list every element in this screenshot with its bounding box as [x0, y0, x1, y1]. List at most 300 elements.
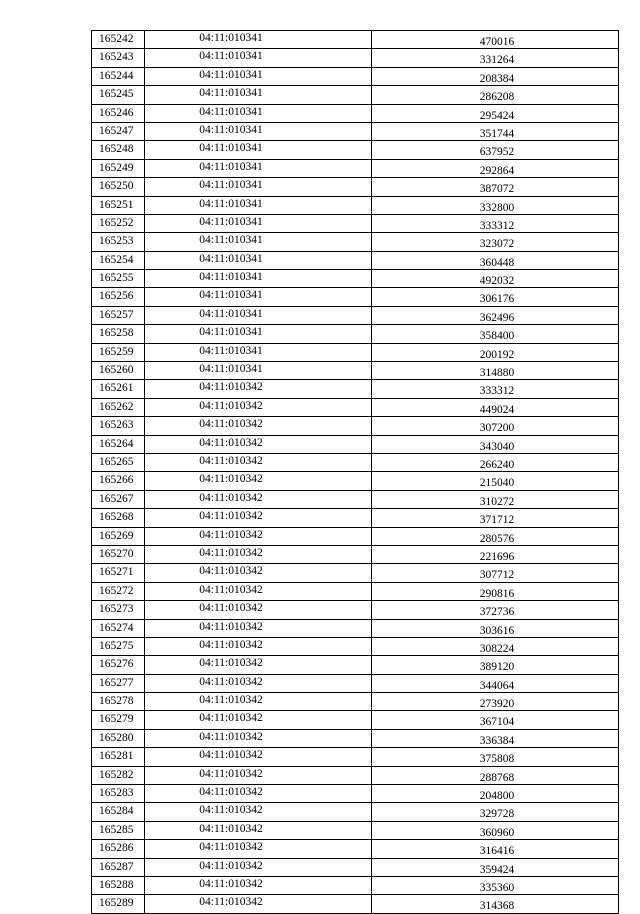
row-value-text: 351744 — [479, 127, 515, 140]
row-value-cell — [372, 251, 619, 269]
row-id-text: 165271 — [99, 566, 134, 579]
row-value-cell — [372, 380, 619, 398]
table-row — [92, 288, 619, 306]
row-value-text: 333312 — [479, 385, 515, 398]
row-id-cell — [92, 490, 145, 508]
row-value-text: 303616 — [479, 624, 515, 637]
row-id-text: 165281 — [99, 750, 134, 763]
table-row — [92, 214, 619, 232]
row-time-cell — [145, 509, 372, 527]
row-time-text: 04:11:010342 — [199, 418, 263, 431]
row-id-text: 165286 — [99, 842, 134, 855]
row-id-text: 165273 — [99, 603, 134, 616]
table-row — [92, 564, 619, 582]
row-time-text: 04:11:010341 — [199, 197, 263, 210]
table-row — [92, 178, 619, 196]
table-row — [92, 748, 619, 766]
row-time-cell — [145, 895, 372, 913]
row-id-text: 165253 — [99, 235, 134, 248]
row-time-text: 04:11:010342 — [199, 767, 263, 780]
row-id-cell — [92, 104, 145, 122]
row-id-cell — [92, 288, 145, 306]
row-id-text: 165255 — [99, 272, 134, 285]
table-row — [92, 895, 619, 913]
data-table — [91, 30, 619, 914]
table-row — [92, 196, 619, 214]
row-id-cell — [92, 656, 145, 674]
row-id-text: 165257 — [99, 308, 134, 321]
table-row — [92, 417, 619, 435]
row-id-text: 165279 — [99, 713, 134, 726]
row-value-cell — [372, 214, 619, 232]
table-row — [92, 472, 619, 490]
row-value-text: 273920 — [479, 698, 515, 711]
row-time-text: 04:11:010342 — [199, 822, 263, 835]
row-time-cell — [145, 674, 372, 692]
row-time-cell — [145, 490, 372, 508]
row-time-text: 04:11:010342 — [199, 712, 263, 725]
row-time-text: 04:11:010341 — [199, 271, 263, 284]
row-value-cell — [372, 362, 619, 380]
row-id-text: 165284 — [99, 805, 134, 818]
row-id-text: 165276 — [99, 658, 134, 671]
row-value-text: 362496 — [479, 311, 515, 324]
row-id-text: 165263 — [99, 419, 134, 432]
row-time-cell — [145, 748, 372, 766]
row-time-cell — [145, 343, 372, 361]
row-id-cell — [92, 31, 145, 49]
row-value-text: 323072 — [479, 238, 515, 251]
row-time-text: 04:11:010342 — [199, 675, 263, 688]
table-row — [92, 803, 619, 821]
row-time-text: 04:11:010341 — [199, 179, 263, 192]
row-value-cell — [372, 196, 619, 214]
row-value-cell — [372, 564, 619, 582]
row-id-text: 165268 — [99, 511, 134, 524]
row-time-text: 04:11:010342 — [199, 473, 263, 486]
row-value-text: 221696 — [479, 550, 515, 563]
table-row — [92, 141, 619, 159]
row-id-text: 165266 — [99, 474, 134, 487]
row-time-cell — [145, 122, 372, 140]
row-value-text: 637952 — [479, 146, 515, 159]
table-row — [92, 435, 619, 453]
row-value-cell — [372, 86, 619, 104]
row-value-text: 344064 — [479, 679, 515, 692]
table-row — [92, 67, 619, 85]
row-id-cell — [92, 67, 145, 85]
row-value-text: 360448 — [479, 256, 515, 269]
row-id-cell — [92, 472, 145, 490]
row-id-text: 165267 — [99, 492, 134, 505]
row-value-text: 288768 — [479, 771, 515, 784]
row-value-cell — [372, 178, 619, 196]
table-row — [92, 49, 619, 67]
row-value-text: 470016 — [479, 36, 515, 48]
row-value-cell — [372, 490, 619, 508]
table-row — [92, 233, 619, 251]
row-id-text: 165246 — [99, 106, 134, 119]
row-value-cell — [372, 509, 619, 527]
row-value-cell — [372, 288, 619, 306]
row-id-text: 165262 — [99, 400, 134, 413]
row-id-text: 165278 — [99, 695, 134, 708]
row-time-cell — [145, 86, 372, 104]
row-time-cell — [145, 288, 372, 306]
row-time-text: 04:11:010341 — [199, 105, 263, 118]
row-value-text: 336384 — [479, 734, 515, 747]
row-id-cell — [92, 858, 145, 876]
row-value-cell — [372, 159, 619, 177]
row-id-cell — [92, 398, 145, 416]
row-time-text: 04:11:010342 — [199, 620, 263, 633]
row-id-text: 165244 — [99, 69, 134, 82]
row-time-text: 04:11:010342 — [199, 730, 263, 743]
row-id-text: 165245 — [99, 88, 134, 101]
row-value-cell — [372, 435, 619, 453]
row-id-cell — [92, 435, 145, 453]
table-row — [92, 840, 619, 858]
row-time-text: 04:11:010341 — [199, 252, 263, 265]
table-row — [92, 490, 619, 508]
row-time-text: 04:11:010342 — [199, 638, 263, 651]
row-time-cell — [145, 453, 372, 471]
row-value-text: 200192 — [479, 348, 515, 361]
row-value-cell — [372, 619, 619, 637]
row-time-cell — [145, 31, 372, 49]
row-time-cell — [145, 601, 372, 619]
row-time-cell — [145, 362, 372, 380]
row-time-text: 04:11:010342 — [199, 786, 263, 799]
row-id-cell — [92, 306, 145, 324]
row-value-text: 290816 — [479, 587, 515, 600]
row-value-text: 215040 — [479, 477, 515, 490]
row-id-text: 165280 — [99, 731, 134, 744]
row-id-cell — [92, 453, 145, 471]
row-time-text: 04:11:010341 — [199, 123, 263, 136]
row-id-cell — [92, 527, 145, 545]
row-value-cell — [372, 711, 619, 729]
row-value-text: 375808 — [479, 753, 515, 766]
row-value-text: 295424 — [479, 109, 515, 122]
row-id-cell — [92, 214, 145, 232]
table-row — [92, 159, 619, 177]
row-time-text: 04:11:010341 — [199, 160, 263, 173]
row-time-cell — [145, 141, 372, 159]
row-id-cell — [92, 895, 145, 913]
row-time-text: 04:11:010342 — [199, 565, 263, 578]
row-value-text: 367104 — [479, 716, 515, 729]
table-row — [92, 362, 619, 380]
row-value-text: 358400 — [479, 330, 515, 343]
row-time-cell — [145, 527, 372, 545]
row-time-text: 04:11:010342 — [199, 602, 263, 615]
row-value-text: 310272 — [479, 495, 515, 508]
row-id-cell — [92, 159, 145, 177]
row-id-cell — [92, 582, 145, 600]
row-id-text: 165242 — [99, 33, 134, 45]
row-id-cell — [92, 729, 145, 747]
row-time-cell — [145, 104, 372, 122]
row-id-text: 165252 — [99, 216, 134, 229]
row-time-cell — [145, 306, 372, 324]
row-value-cell — [372, 417, 619, 435]
row-value-cell — [372, 343, 619, 361]
row-id-cell — [92, 785, 145, 803]
table-row — [92, 122, 619, 140]
row-value-cell — [372, 656, 619, 674]
row-time-text: 04:11:010341 — [199, 50, 263, 63]
row-time-text: 04:11:010342 — [199, 546, 263, 559]
row-time-cell — [145, 619, 372, 637]
row-time-text: 04:11:010341 — [199, 32, 263, 44]
row-time-cell — [145, 472, 372, 490]
row-time-text: 04:11:010342 — [199, 841, 263, 854]
row-time-text: 04:11:010342 — [199, 528, 263, 541]
row-time-text: 04:11:010341 — [199, 289, 263, 302]
row-value-text: 307200 — [479, 422, 515, 435]
row-value-text: 204800 — [479, 790, 515, 803]
row-time-text: 04:11:010342 — [199, 877, 263, 890]
row-id-text: 165275 — [99, 639, 134, 652]
row-id-text: 165247 — [99, 124, 134, 137]
table-row — [92, 343, 619, 361]
row-id-text: 165243 — [99, 51, 134, 64]
row-time-text: 04:11:010342 — [199, 859, 263, 872]
row-time-cell — [145, 214, 372, 232]
row-id-cell — [92, 251, 145, 269]
row-time-cell — [145, 178, 372, 196]
row-time-text: 04:11:010342 — [199, 657, 263, 670]
row-value-text: 359424 — [479, 863, 515, 876]
row-time-text: 04:11:010341 — [199, 344, 263, 357]
row-value-cell — [372, 766, 619, 784]
table-row — [92, 86, 619, 104]
row-id-cell — [92, 270, 145, 288]
table-row — [92, 31, 619, 49]
row-time-text: 04:11:010342 — [199, 804, 263, 817]
row-time-text: 04:11:010342 — [199, 454, 263, 467]
row-id-cell — [92, 564, 145, 582]
row-time-text: 04:11:010342 — [199, 491, 263, 504]
row-value-text: 387072 — [479, 183, 515, 196]
row-id-cell — [92, 141, 145, 159]
row-time-cell — [145, 637, 372, 655]
row-value-cell — [372, 306, 619, 324]
row-id-text: 165282 — [99, 768, 134, 781]
row-value-text: 329728 — [479, 808, 515, 821]
row-time-cell — [145, 270, 372, 288]
row-value-cell — [372, 693, 619, 711]
row-time-cell — [145, 251, 372, 269]
row-time-cell — [145, 545, 372, 563]
row-value-text: 266240 — [479, 458, 515, 471]
row-value-cell — [372, 674, 619, 692]
row-value-text: 314368 — [479, 900, 515, 913]
row-value-text: 308224 — [479, 642, 515, 655]
row-value-text: 333312 — [479, 219, 515, 232]
table-row — [92, 766, 619, 784]
row-id-cell — [92, 748, 145, 766]
row-id-text: 165277 — [99, 676, 134, 689]
row-id-cell — [92, 196, 145, 214]
table-row — [92, 729, 619, 747]
row-id-text: 165249 — [99, 161, 134, 174]
row-time-cell — [145, 564, 372, 582]
row-time-text: 04:11:010342 — [199, 399, 263, 412]
row-time-cell — [145, 435, 372, 453]
row-value-cell — [372, 233, 619, 251]
row-id-cell — [92, 417, 145, 435]
row-value-text: 331264 — [479, 54, 515, 67]
row-time-cell — [145, 398, 372, 416]
row-id-text: 165261 — [99, 382, 134, 395]
row-time-text: 04:11:010341 — [199, 326, 263, 339]
row-id-cell — [92, 509, 145, 527]
row-value-cell — [372, 748, 619, 766]
table-body — [92, 31, 619, 914]
row-value-text: 343040 — [479, 440, 515, 453]
row-id-cell — [92, 178, 145, 196]
row-value-text: 208384 — [479, 72, 515, 85]
row-time-cell — [145, 49, 372, 67]
row-id-cell — [92, 766, 145, 784]
row-time-text: 04:11:010341 — [199, 68, 263, 81]
row-time-text: 04:11:010342 — [199, 436, 263, 449]
row-time-text: 04:11:010342 — [199, 583, 263, 596]
row-value-cell — [372, 453, 619, 471]
row-time-cell — [145, 325, 372, 343]
table-row — [92, 325, 619, 343]
row-id-cell — [92, 86, 145, 104]
row-id-text: 165272 — [99, 584, 134, 597]
row-value-cell — [372, 858, 619, 876]
row-value-cell — [372, 31, 619, 49]
row-id-cell — [92, 693, 145, 711]
row-time-cell — [145, 711, 372, 729]
table-row — [92, 306, 619, 324]
row-value-cell — [372, 49, 619, 67]
row-value-cell — [372, 895, 619, 913]
row-id-cell — [92, 637, 145, 655]
row-value-text: 292864 — [479, 164, 515, 177]
row-time-cell — [145, 803, 372, 821]
row-value-cell — [372, 803, 619, 821]
row-id-text: 165259 — [99, 345, 134, 358]
row-id-text: 165287 — [99, 860, 134, 873]
row-value-cell — [372, 472, 619, 490]
row-value-cell — [372, 398, 619, 416]
row-time-cell — [145, 858, 372, 876]
table-row — [92, 545, 619, 563]
row-time-text: 04:11:010341 — [199, 215, 263, 228]
row-value-cell — [372, 122, 619, 140]
row-value-cell — [372, 270, 619, 288]
row-time-cell — [145, 785, 372, 803]
row-id-text: 165248 — [99, 143, 134, 156]
row-value-text: 280576 — [479, 532, 515, 545]
row-time-cell — [145, 729, 372, 747]
row-value-cell — [372, 785, 619, 803]
table-row — [92, 674, 619, 692]
row-time-cell — [145, 766, 372, 784]
row-id-text: 165260 — [99, 364, 134, 377]
row-id-cell — [92, 325, 145, 343]
row-time-text: 04:11:010341 — [199, 142, 263, 155]
table-row — [92, 876, 619, 894]
row-id-cell — [92, 343, 145, 361]
row-value-text: 371712 — [479, 514, 515, 527]
row-time-text: 04:11:010342 — [199, 381, 263, 394]
row-value-cell — [372, 840, 619, 858]
row-id-cell — [92, 876, 145, 894]
row-id-cell — [92, 821, 145, 839]
table-row — [92, 619, 619, 637]
row-time-cell — [145, 876, 372, 894]
row-id-text: 165251 — [99, 198, 134, 211]
row-time-text: 04:11:010341 — [199, 234, 263, 247]
row-value-text: 332800 — [479, 201, 515, 214]
row-id-text: 165265 — [99, 455, 134, 468]
row-value-cell — [372, 545, 619, 563]
row-value-cell — [372, 325, 619, 343]
row-id-text: 165285 — [99, 823, 134, 836]
row-value-text: 316416 — [479, 845, 515, 858]
row-time-cell — [145, 417, 372, 435]
row-id-cell — [92, 711, 145, 729]
table-row — [92, 858, 619, 876]
row-value-text: 372736 — [479, 606, 515, 619]
row-id-cell — [92, 674, 145, 692]
row-time-text: 04:11:010342 — [199, 694, 263, 707]
table-row — [92, 453, 619, 471]
row-time-cell — [145, 582, 372, 600]
row-id-cell — [92, 122, 145, 140]
row-id-text: 165274 — [99, 621, 134, 634]
row-value-text: 389120 — [479, 661, 515, 674]
row-value-text: 314880 — [479, 367, 515, 380]
table-row — [92, 582, 619, 600]
table-row — [92, 527, 619, 545]
row-id-text: 165269 — [99, 529, 134, 542]
row-id-text: 165289 — [99, 897, 134, 910]
row-id-text: 165256 — [99, 290, 134, 303]
row-value-cell — [372, 729, 619, 747]
row-id-cell — [92, 803, 145, 821]
row-id-cell — [92, 840, 145, 858]
row-value-cell — [372, 637, 619, 655]
table-row — [92, 251, 619, 269]
row-value-cell — [372, 104, 619, 122]
row-value-cell — [372, 876, 619, 894]
row-id-cell — [92, 545, 145, 563]
row-time-cell — [145, 840, 372, 858]
table-row — [92, 637, 619, 655]
row-id-text: 165270 — [99, 547, 134, 560]
row-time-text: 04:11:010341 — [199, 363, 263, 376]
row-time-text: 04:11:010342 — [199, 510, 263, 523]
table-row — [92, 509, 619, 527]
table-row — [92, 785, 619, 803]
row-value-text: 492032 — [479, 275, 515, 288]
table-row — [92, 693, 619, 711]
table-row — [92, 711, 619, 729]
row-value-cell — [372, 601, 619, 619]
row-time-text: 04:11:010342 — [199, 896, 263, 909]
row-id-cell — [92, 380, 145, 398]
row-value-text: 306176 — [479, 293, 515, 306]
row-value-cell — [372, 582, 619, 600]
